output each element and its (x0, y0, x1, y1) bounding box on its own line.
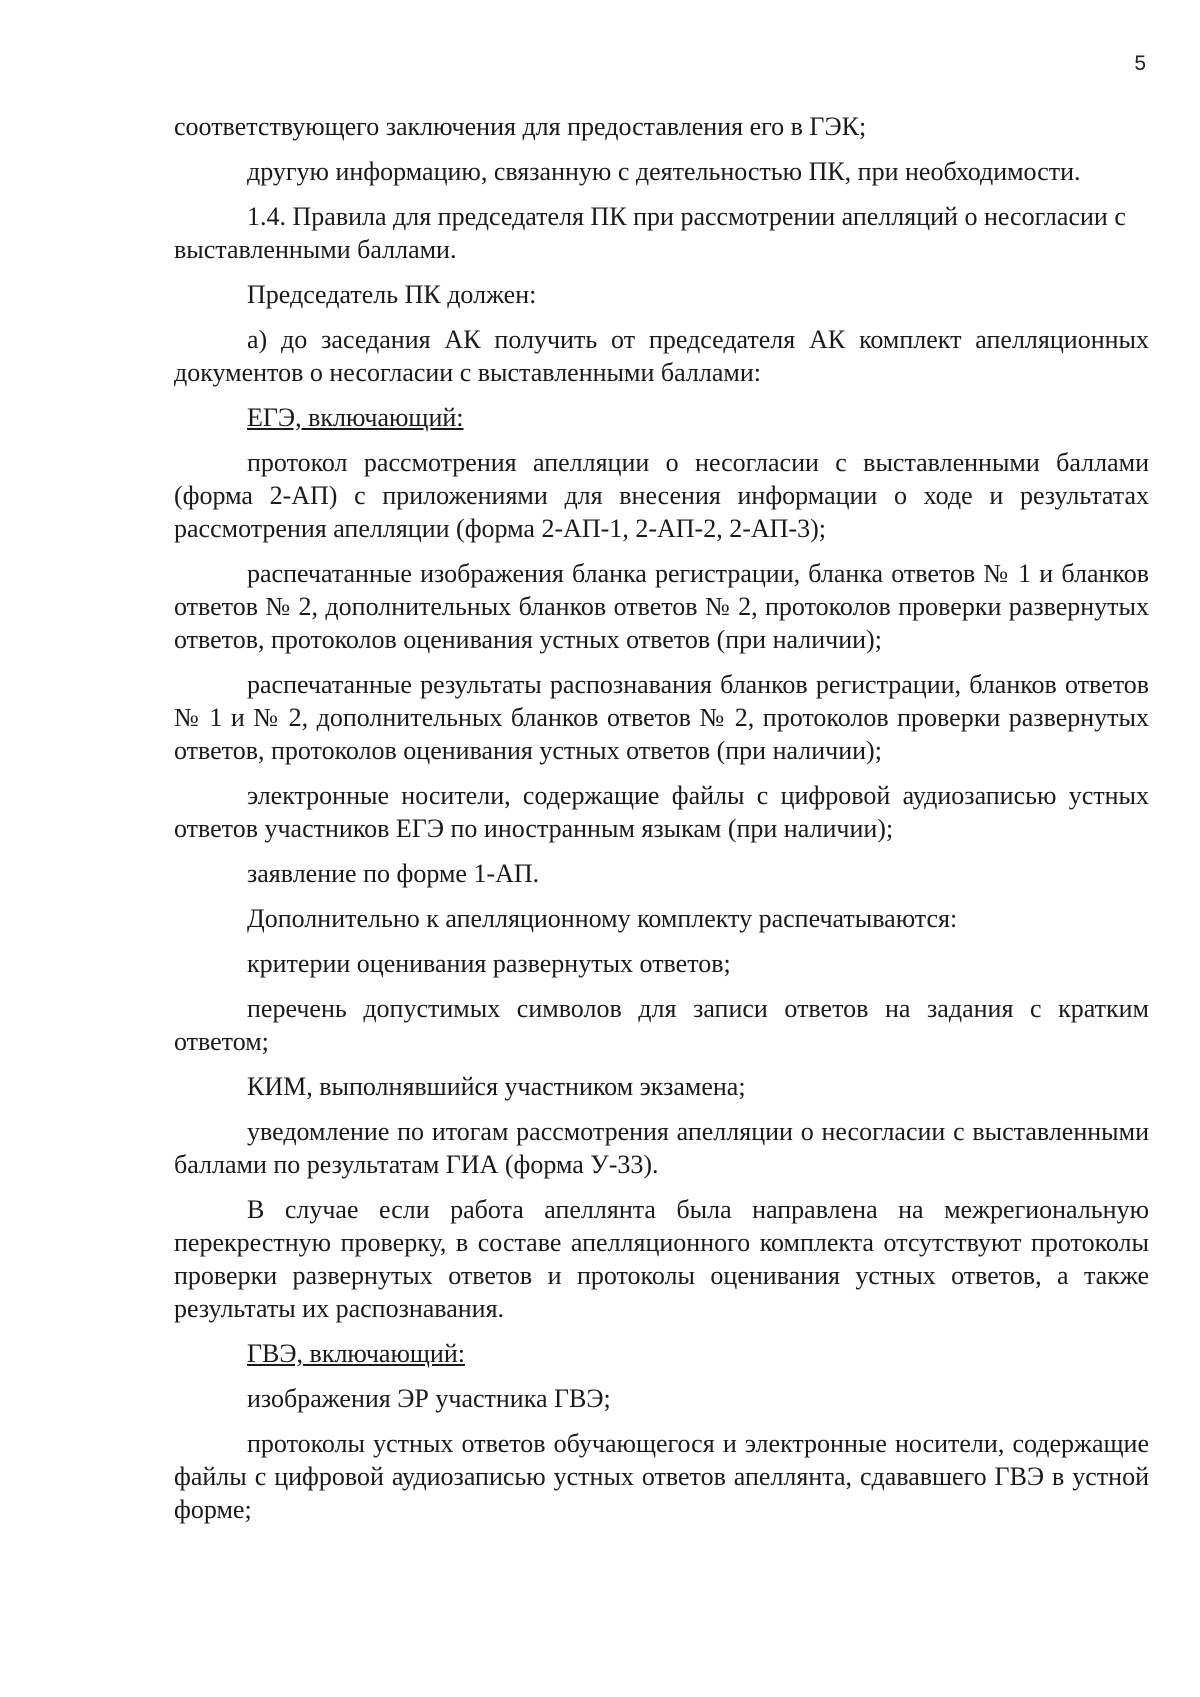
subsection-heading-label: ГВЭ, включающий: (247, 1339, 465, 1368)
list-item: протокол рассмотрения апелляции о несогласии с выставленными баллами (форма 2-АП) с приложениями для внесения информации о ходе и результатах рассмотрения апелляции (форма 2-АП-1, 2-АП-2, 2-АП-3); (174, 448, 1149, 543)
list-item: перечень допустимых символов для записи ответов на задания с кратким ответом; (174, 994, 1149, 1056)
subsection-heading-gve (174, 1337, 1149, 1370)
subsection-heading-label: ЕГЭ, включающий: (247, 403, 464, 432)
paragraph: другую информацию, связанную с деятельностью ПК, при необходимости. (247, 157, 1081, 186)
section-heading: 1.4. Правила для председателя ПК при рассмотрении апелляций о несогласии с выставленными баллами. (174, 202, 1126, 264)
document-body (174, 110, 1149, 1538)
list-item: распечатанные результаты распознавания бланков регистрации, бланков ответов № 1 и № 2, дополнительных бланков ответов № 2, протоколов проверки развернутых ответов, протоколов оценивания устных ответов (при наличии); (174, 670, 1149, 765)
list-item: распечатанные изображения бланка регистрации, бланка ответов № 1 и бланков ответов № 2, дополнительных бланков ответов № 2, протоколов проверки развернутых ответов, протоколов оценивания устных ответов (при наличии); (174, 559, 1149, 654)
paragraph: Председатель ПК должен: (247, 280, 537, 309)
paragraph: соответствующего заключения для предоставления его в ГЭК; (174, 112, 867, 141)
paragraph: а) до заседания АК получить от председателя АК комплект апелляционных документов о несогласии с выставленными баллами: (174, 325, 1149, 387)
list-item: критерии оценивания развернутых ответов; (247, 949, 731, 978)
list-item: протоколы устных ответов обучающегося и электронные носители, содержащие файлы с цифровой аудиозаписью устных ответов апеллянта, сдававшего ГВЭ в устной форме; (174, 1429, 1149, 1524)
paragraph: Дополнительно к апелляционному комплекту распечатываются: (247, 904, 958, 933)
list-item: уведомление по итогам рассмотрения апелляции о несогласии с выставленными баллами по результатам ГИА (форма У-33). (174, 1117, 1149, 1179)
list-item: изображения ЭР участника ГВЭ; (247, 1384, 611, 1413)
list-item: заявление по форме 1-АП. (247, 859, 540, 888)
list-item: электронные носители, содержащие файлы с цифровой аудиозаписью устных ответов участников ЕГЭ по иностранным языкам (при наличии); (174, 781, 1149, 843)
paragraph: В случае если работа апеллянта была направлена на межрегиональную перекрестную проверку, в составе апелляционного комплекта отсутствуют протоколы проверки развернутых ответов и протоколы оценивания устных ответов, а также результаты их распознавания. (174, 1195, 1149, 1323)
page-number: 5 (1134, 52, 1146, 75)
subsection-heading-ege (174, 401, 1149, 434)
list-item: КИМ, выполнявшийся участником экзамена; (247, 1072, 746, 1101)
